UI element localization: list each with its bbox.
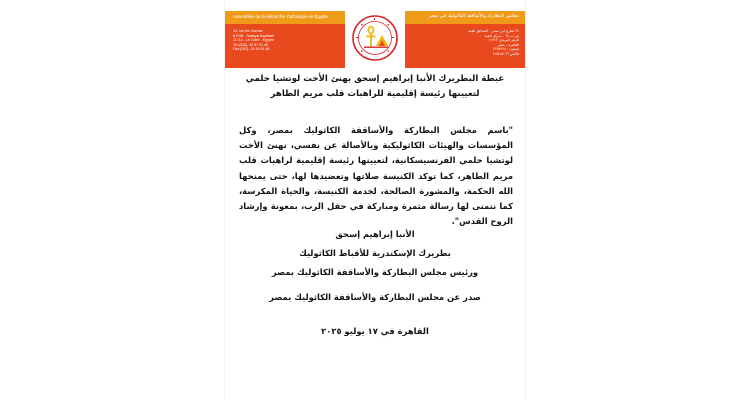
address-fr-line: 11712 - Le Caire - Égypte xyxy=(233,38,274,43)
document-title xyxy=(237,72,513,102)
message-paragraph: "باسم مجلس البطاركة والأساقفة الكاثوليك بمصر، وكل المؤسسات والهيئات الكاثوليكية وبالأصالة عن نفسي، نهنئ الأخت لوتشيا حلمي الفرنسيسكانية، لتعيينها رئيسة إقليمية لراهبات قلب مريم الطاهر، كما توكد الكنيسة صلاتها وتعضيدها لها، حتى يمنحها الله الحكمة، والمشورة الصالحة، لخدمة الكنيسة، والحياة المكرسة، كما نتمنى لها رسالة مثمرة ومباركة في حقل الرب، بمعونة وإرشاد الروح القدس". xyxy=(239,125,513,227)
address-ar xyxy=(468,29,519,57)
address-fr-line: Fax:(202)- 24 54 51 66 xyxy=(233,47,270,52)
address-ar-line: ٣٤ شارع ابن سندر - الحدائق القبة xyxy=(468,29,519,33)
address-fr xyxy=(233,29,274,52)
address-ar-line: تليفون ٢٢٥٧٩١٤٠ xyxy=(492,47,519,52)
address-ar-line: القاهرة - مصر xyxy=(497,42,519,47)
address-fr-line: B.P.68 - Sadaya Koubbeh xyxy=(233,33,275,38)
hierarchy-logo-icon xyxy=(352,15,398,61)
title-line: لتعيينها رئيسة إقليمية للراهبات قلب مريم الطاهر xyxy=(270,89,480,99)
date-line: القاهرة في ١٧ يوليو ٢٠٢٥ xyxy=(321,326,429,336)
issued-by: صدر عن مجلس البطاركة والأساقفة الكاثوليك بمصر xyxy=(269,292,481,302)
title-line: غبطة البطريرك الأنبا إبراهيم إسحق يهنئ الأخت لوتشيا حلمي xyxy=(245,74,505,84)
address-fr-line: Tel:(202)- 22 57 91 40 xyxy=(233,42,269,47)
address-fr-line: 34, rue Ibn Sandar xyxy=(233,29,263,33)
org-name-ar: مجلس البطاركة والأساقفة الكاثوليك في مصر xyxy=(428,14,519,19)
letterhead xyxy=(225,11,525,68)
signatory-title: بطريرك الإسكندرية للأقباط الكاثوليك xyxy=(299,248,451,258)
address-ar-line: ص.ب ٦٨ - سراي القبة xyxy=(484,33,519,38)
address-ar-line: فاكس ٢٤٥٤٥١٦٦ xyxy=(493,51,519,56)
letterhead-right-panel xyxy=(405,11,525,68)
org-name-fr: Assemblée de la Hiérarchie Catholique en Égypte xyxy=(233,14,328,19)
document-page xyxy=(225,0,525,400)
letterhead-left-panel xyxy=(225,11,345,68)
signatory-title: ورئيس مجلس البطاركة والأساقفة الكاثوليك بمصر xyxy=(271,267,479,277)
address-ar-line: الرمز البريدي ١١٧١٢ xyxy=(488,38,519,43)
signature-block xyxy=(237,225,513,282)
signatory-name: الأنبا إبراهيم إسحق xyxy=(335,229,415,239)
